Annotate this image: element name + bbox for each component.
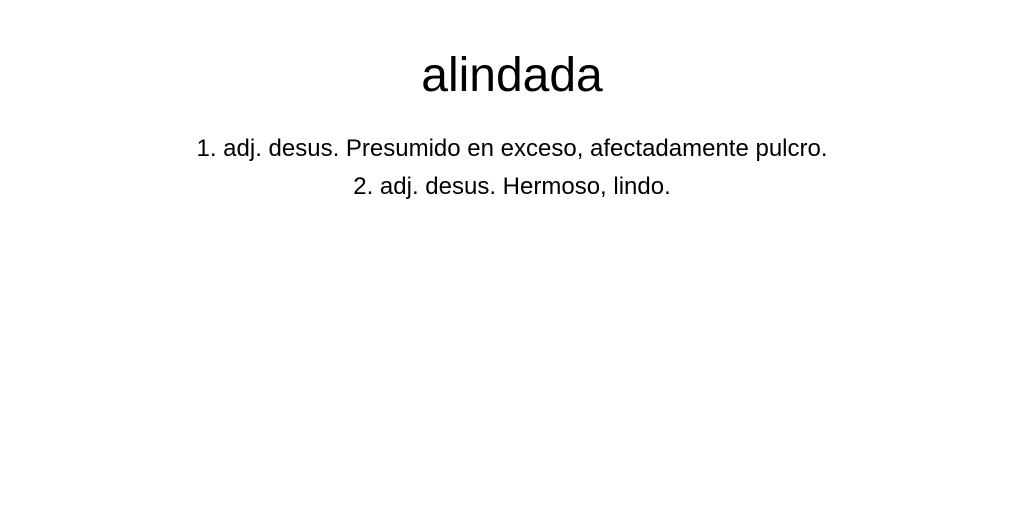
definitions-list bbox=[0, 130, 1024, 206]
definition-item-1: 1. adj. desus. Presumido en exceso, afectadamente pulcro. bbox=[196, 135, 828, 162]
definition-item-2: 2. adj. desus. Hermoso, lindo. bbox=[353, 173, 671, 200]
entry-word-title: alindada bbox=[421, 49, 603, 102]
